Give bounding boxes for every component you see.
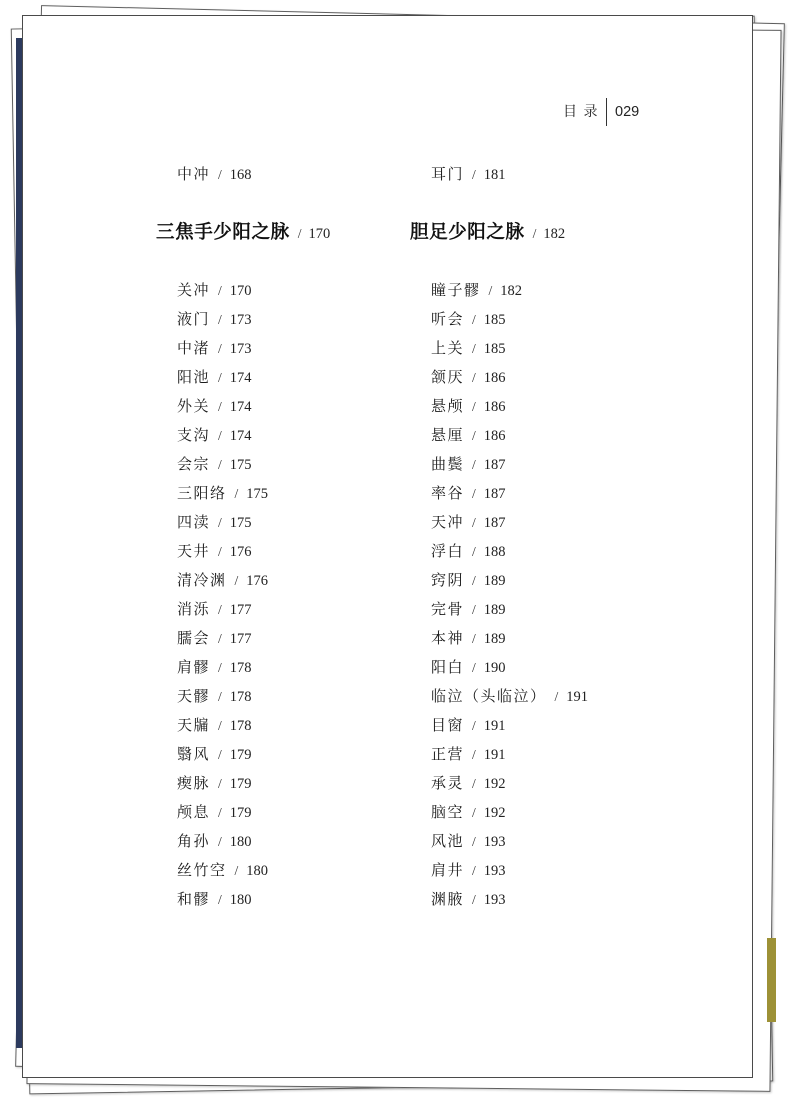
entry-separator: /	[472, 428, 476, 443]
entry-name: 外关	[177, 397, 211, 415]
entry-page-number: 179	[229, 747, 252, 763]
toc-entry	[431, 570, 588, 599]
toc-entry	[177, 280, 268, 309]
toc-entry	[177, 570, 268, 599]
entry-separator: /	[532, 226, 537, 241]
section-heading	[410, 220, 565, 247]
entry-name: 丝竹空	[177, 861, 227, 879]
toc-entry	[431, 686, 588, 715]
entry-page-number: 193	[483, 892, 506, 908]
entry-name: 耳门	[431, 165, 465, 183]
entry-page-number: 189	[483, 631, 506, 647]
entry-name: 窍阴	[431, 571, 465, 589]
toc-entry	[431, 889, 588, 918]
entry-page-number: 190	[483, 660, 506, 676]
entry-separator: /	[218, 892, 222, 907]
entry-page-number: 191	[566, 689, 589, 705]
entry-page-number: 186	[483, 399, 506, 415]
entry-separator: /	[218, 457, 222, 472]
entry-page-number: 173	[229, 341, 252, 357]
entry-name: 率谷	[431, 484, 465, 502]
entry-name: 悬颅	[431, 397, 465, 415]
entry-name: 阳白	[431, 658, 465, 676]
entry-separator: /	[472, 399, 476, 414]
entry-separator: /	[218, 689, 222, 704]
toc-entry	[177, 396, 268, 425]
page-marker-edge	[767, 938, 776, 1022]
toc-entry-list-right	[431, 280, 588, 918]
entry-separator: /	[218, 631, 222, 646]
toc-entry	[431, 280, 588, 309]
entry-page-number: 175	[246, 486, 269, 502]
entry-separator: /	[554, 689, 559, 704]
running-header-divider	[606, 98, 607, 126]
toc-entry	[177, 599, 268, 628]
entry-page-number: 193	[483, 834, 506, 850]
entry-page-number: 187	[483, 457, 506, 473]
entry-page-number: 186	[483, 370, 506, 386]
toc-entry	[431, 425, 588, 454]
entry-separator: /	[472, 167, 476, 182]
toc-entry	[177, 628, 268, 657]
entry-page-number: 178	[229, 660, 252, 676]
entry-separator: /	[472, 486, 476, 501]
entry-page-number: 173	[229, 312, 252, 328]
entry-separator: /	[234, 486, 239, 501]
entry-separator: /	[472, 573, 476, 588]
entry-separator: /	[472, 892, 476, 907]
entry-name: 和髎	[177, 890, 211, 908]
entry-separator: /	[472, 805, 476, 820]
entry-page-number: 181	[483, 167, 506, 183]
entry-separator: /	[234, 573, 239, 588]
toc-entry	[177, 773, 268, 802]
toc-entry	[177, 541, 268, 570]
entry-separator: /	[234, 863, 239, 878]
toc-entry	[177, 512, 268, 541]
entry-separator: /	[472, 863, 476, 878]
entry-name: 临泣（头临泣）	[431, 687, 547, 705]
entry-page-number: 189	[483, 573, 506, 589]
entry-name: 听会	[431, 310, 465, 328]
entry-name: 臑会	[177, 629, 211, 647]
entry-separator: /	[218, 312, 222, 327]
toc-entry	[431, 164, 506, 193]
entry-name: 消泺	[177, 600, 211, 618]
entry-separator: /	[472, 544, 476, 559]
toc-entry	[177, 164, 252, 193]
entry-name: 三阳络	[177, 484, 227, 502]
toc-entry	[177, 425, 268, 454]
entry-separator: /	[218, 747, 222, 762]
entry-separator: /	[472, 515, 476, 530]
toc-entry	[431, 744, 588, 773]
entry-name: 中冲	[177, 165, 211, 183]
section-heading-page-number: 170	[308, 226, 331, 242]
entry-separator: /	[472, 660, 476, 675]
entry-page-number: 177	[229, 602, 252, 618]
entry-separator: /	[218, 805, 222, 820]
toc-entry	[431, 541, 588, 570]
entry-separator: /	[472, 776, 476, 791]
entry-separator: /	[488, 283, 493, 298]
toc-entry-list-left	[177, 280, 268, 918]
entry-page-number: 180	[229, 834, 252, 850]
entry-name: 本神	[431, 629, 465, 647]
entry-name: 风池	[431, 832, 465, 850]
entry-name: 翳风	[177, 745, 211, 763]
entry-page-number: 193	[483, 863, 506, 879]
toc-entry	[431, 396, 588, 425]
entry-separator: /	[472, 341, 476, 356]
entry-separator: /	[472, 312, 476, 327]
entry-name: 瘈脉	[177, 774, 211, 792]
entry-page-number: 187	[483, 486, 506, 502]
entry-separator: /	[472, 631, 476, 646]
toc-entry	[431, 628, 588, 657]
entry-name: 四渎	[177, 513, 211, 531]
toc-entry	[431, 715, 588, 744]
entry-page-number: 179	[229, 776, 252, 792]
entry-name: 支沟	[177, 426, 211, 444]
toc-entry	[177, 686, 268, 715]
entry-name: 完骨	[431, 600, 465, 618]
entry-page-number: 168	[229, 167, 252, 183]
toc-entry	[177, 715, 268, 744]
entry-name: 目窗	[431, 716, 465, 734]
toc-entry	[431, 367, 588, 396]
toc-entry	[177, 744, 268, 773]
entry-name: 肩井	[431, 861, 465, 879]
entry-separator: /	[218, 718, 222, 733]
toc-entry	[431, 802, 588, 831]
section-heading-title: 胆足少阳之脉	[410, 222, 525, 243]
entry-name: 液门	[177, 310, 211, 328]
entry-name: 天髎	[177, 687, 211, 705]
entry-separator: /	[218, 399, 222, 414]
entry-page-number: 179	[229, 805, 252, 821]
section-heading	[156, 220, 330, 247]
toc-entry	[177, 831, 268, 860]
entry-separator: /	[472, 457, 476, 472]
entry-page-number: 174	[229, 370, 252, 386]
section-heading-title: 三焦手少阳之脉	[156, 222, 290, 243]
toc-entry	[177, 657, 268, 686]
entry-name: 曲鬓	[431, 455, 465, 473]
entry-name: 上关	[431, 339, 465, 357]
entry-name: 天冲	[431, 513, 465, 531]
entry-page-number: 176	[246, 573, 269, 589]
entry-page-number: 176	[229, 544, 252, 560]
toc-entry	[431, 512, 588, 541]
entry-separator: /	[297, 226, 302, 241]
entry-page-number: 177	[229, 631, 252, 647]
section-heading-page-number: 182	[543, 226, 566, 242]
entry-name: 天牖	[177, 716, 211, 734]
entry-page-number: 191	[483, 747, 506, 763]
entry-page-number: 187	[483, 515, 506, 531]
entry-name: 悬厘	[431, 426, 465, 444]
toc-entry	[431, 860, 588, 889]
entry-name: 脑空	[431, 803, 465, 821]
entry-page-number: 180	[229, 892, 252, 908]
entry-separator: /	[218, 283, 222, 298]
entry-name: 天井	[177, 542, 211, 560]
entry-page-number: 186	[483, 428, 506, 444]
entry-separator: /	[472, 834, 476, 849]
toc-entry	[177, 454, 268, 483]
entry-name: 阳池	[177, 368, 211, 386]
entry-separator: /	[218, 602, 222, 617]
entry-page-number: 189	[483, 602, 506, 618]
entry-page-number: 192	[483, 805, 506, 821]
entry-page-number: 175	[229, 457, 252, 473]
running-header-label: 目 录	[563, 104, 599, 120]
entry-separator: /	[472, 718, 476, 733]
toc-entry	[177, 367, 268, 396]
entry-separator: /	[218, 515, 222, 530]
entry-name: 角孙	[177, 832, 211, 850]
toc-entry	[431, 773, 588, 802]
toc-entry	[431, 338, 588, 367]
entry-separator: /	[472, 747, 476, 762]
entry-separator: /	[218, 428, 222, 443]
toc-entry	[431, 657, 588, 686]
entry-name: 肩髎	[177, 658, 211, 676]
entry-page-number: 174	[229, 428, 252, 444]
entry-name: 会宗	[177, 455, 211, 473]
toc-entry	[431, 454, 588, 483]
toc-entry	[431, 309, 588, 338]
entry-name: 瞳子髎	[431, 281, 481, 299]
entry-name: 清冷渊	[177, 571, 227, 589]
entry-name: 浮白	[431, 542, 465, 560]
entry-page-number: 182	[500, 283, 523, 299]
toc-entry	[431, 599, 588, 628]
entry-name: 关冲	[177, 281, 211, 299]
entry-separator: /	[218, 834, 222, 849]
entry-name: 颅息	[177, 803, 211, 821]
book-page	[22, 15, 753, 1078]
entry-page-number: 178	[229, 689, 252, 705]
entry-page-number: 180	[246, 863, 269, 879]
entry-page-number: 185	[483, 341, 506, 357]
entry-separator: /	[218, 341, 222, 356]
page-number: 029	[615, 104, 640, 120]
entry-name: 承灵	[431, 774, 465, 792]
toc-entry	[177, 860, 268, 889]
toc-entry	[177, 338, 268, 367]
entry-separator: /	[218, 167, 222, 182]
entry-separator: /	[218, 776, 222, 791]
entry-name: 渊腋	[431, 890, 465, 908]
entry-separator: /	[472, 370, 476, 385]
toc-entry	[177, 309, 268, 338]
toc-entry	[431, 483, 588, 512]
entry-page-number: 192	[483, 776, 506, 792]
entry-separator: /	[218, 544, 222, 559]
entry-separator: /	[472, 602, 476, 617]
entry-name: 正营	[431, 745, 465, 763]
entry-page-number: 174	[229, 399, 252, 415]
entry-page-number: 191	[483, 718, 506, 734]
toc-entry	[177, 802, 268, 831]
entry-name: 中渚	[177, 339, 211, 357]
entry-page-number: 175	[229, 515, 252, 531]
entry-page-number: 185	[483, 312, 506, 328]
toc-entry	[431, 831, 588, 860]
toc-entry	[177, 483, 268, 512]
entry-separator: /	[218, 370, 222, 385]
toc-entry	[177, 889, 268, 918]
entry-page-number: 188	[483, 544, 506, 560]
entry-page-number: 178	[229, 718, 252, 734]
entry-separator: /	[218, 660, 222, 675]
entry-page-number: 170	[229, 283, 252, 299]
entry-name: 颔厌	[431, 368, 465, 386]
